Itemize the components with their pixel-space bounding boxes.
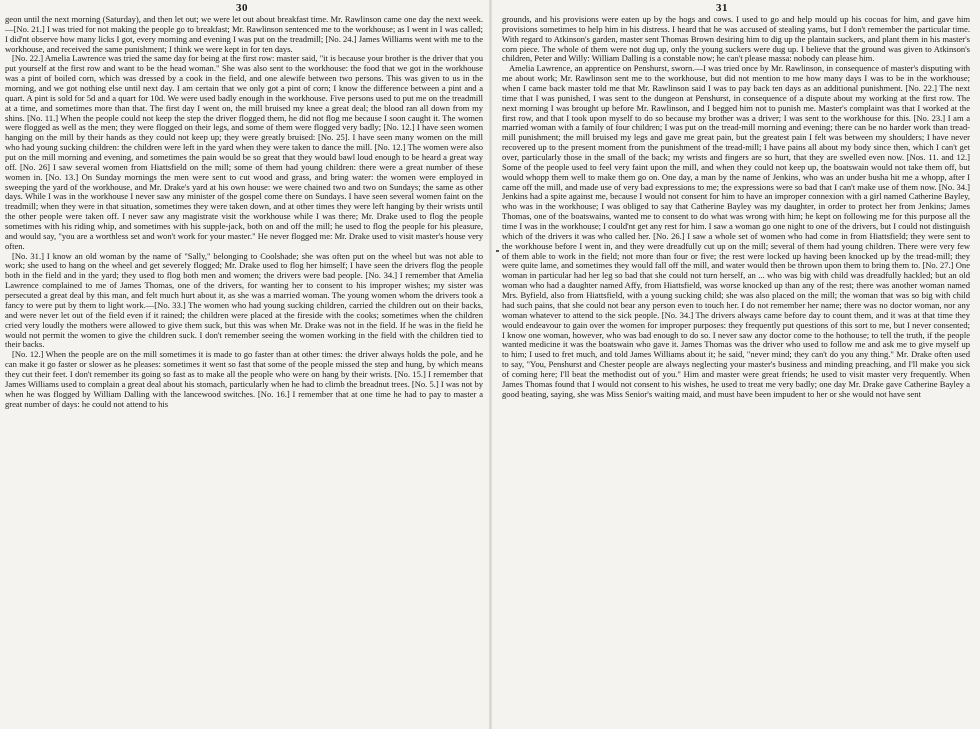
paragraph: [No. 22.] Amelia Lawrence was tried the same day for being at the first row: master said, "it is because your brother is the driver that you put yourself at the first row and want to be the head woman." She was also sent to the workhouse: the food that we got in the workhouse was a pint of boiled corn, which was dressed by a cook in the field, and one alewife between two persons. This was given to us in the morning, and we got nothing else until next day. I am certain that we only got a pint of corn; I know the difference between a pint and a quart. A pint is sold for 5d and a quart for 10d. We were used badly enough in the workhouse. Five persons used to put me on the treadmill at a time, and sometimes more than that. The first day I went on, the mill bruised my knee a great deal; the blood ran all down from my shins. [No. 11.] When the people could not keep the step the driver flogged them, he did not flog me because I soon caught it. The women were flogged as well as the men; they were flogged on their legs, and some of them were flogged very badly; [No. 12.] I have seen women hanging on the mill by their hands as they could not keep up; they were greatly bruised: [No. 25]. I have seen many women on the mill who had young sucking children: the children were left in the yard when they were taken to dance the mill. [No. 12.] The women were also put on the mill morning and evening, and sometimes the pain would be so great that they would bawl loud enough to be heard a great way off. [No. 26] I saw several women from Hiattsfield on the mill; some of them had young children: there were a great number of these women in. [No. 13.] On Sunday mornings the men were sent to cut wood and grass, and bring water: the women were employed in sweeping the yard of the workhouse, and Mr. Drake's yard at his own house: we were chained two and two on Sundays; the same as other days. While I was in the workhouse I never saw any minister of the gospel come there on Sundays. I have seen several women faint on the treadmill; when they were in that situation, sometimes they were taken down, and at other times they were left hanging by their wrists until the other people were taken off. I never saw any magistrate visit the workhouse while I was there; Mr. Drake used to flog the people sometimes with his riding whip, and sometimes with his supple-jack, both on and off the mill; he used to flog the people for his pleasure, and would say, "you are a worthless set and won't work for your master." He never flogged me: Mr. Drake used to visit master's house very often. [5,53,483,251]
page-number: 31 [716,2,728,14]
text-column [5,15,483,409]
paragraph: [No. 12.] When the people are on the mill sometimes it is made to go faster than at other times: the driver always holds the pole, and he can make it go faster or slower as he pleases: sometimes it went so fast that some of the people missed the step and hung, by which means they cut their feet. I don't remember its going so fast as to make all the people who were on hang by their wrists. [No. 15.] I remember that James Williams used to complain a great deal about his stomach, particularly when he had to climb the breadnut trees. [No. 5.] I was not by when he was flogged by William Dalling with the lancewood switches. [No. 16.] I remember that at one time he had to pay to master a great number of days: he could not attend to his [5,349,483,409]
paragraph: grounds, and his provisions were eaten up by the hogs and cows. I used to go and help mould up his cocoas for him, and gave him provisions sometimes to help him in his distress. I heard that he was accused of stealing yams, but I don't remember the particular time. With regard to Atkinson's garden, master sent Thomas Brown desiring him to dig up the plantain suckers, and plant them in his master's corn piece. The whole of them were not dug up, only the young suckers were dug up. I believe that the ground was given to Atkinson's children, Peter and Willy: William Dalling is a constable now; he can't please massa: nobody can please him. [502,14,970,64]
paragraph: geon until the next morning (Saturday), and then let out; we were let out about breakfast time. Mr. Rawlinson came one day the next week.—[No. 21.] I was tried for not making the people go to breakfast; Mr. Rawlinson sentenced me to the workhouse; as I went in I was called; I did'nt observe how many licks I got, every morning and evening I was put on the treadmill; [No. 24.] James Williams went with me to the workhouse, and received the same punishment; I think we were kept in for ten days. [5,14,483,54]
text-column [502,15,970,400]
paragraph: Amelia Lawrence, an apprentice on Penshurst, sworn.—I was tried once by Mr. Rawlinson, in consequence of master's disputing with me about work; Mr. Rawlinson sent me to the workhouse, but did not mention to me how many days I was to be in the workhouse; when I came back master told me that Mr. Rawlinson said I was to pay back ten days as an additional punishment. [No. 22.] The next time that I was punished, I was sent to the dungeon at Penshurst, in consequence of a dispute about my working at the first row. The next morning I was brought up before Mr. Rawlinson, and I begged him not to punish me. Master's complaint was that I worked at the first row, and that I took upon myself to do so because my brother was a driver; I was sent to the workhouse for this. [No. 23.] I am a married woman with a family of four children; I was put on the tread-mill morning and evening; there can be no harder work than tread-mill punishment; the mill bruised my legs and gave me great pain, but the greatest pain I felt was between my shoulders; I have never recovered up to the present moment from the punishment of the tread-mill; I have pains all about my body since then, which I can't get over, particularly those in the small of the back; my wrists and fingers are so hurt, that they are swelled even now. [Nos. 11. and 12.] Some of the people used to feel very faint upon the mill, and when they could not keep up, the boatswain would not take them off, but would whopp them well to make them go on. One day, a man by the name of Jenkins, who was an under busha hit me a whopp, after I came off the mill, and made use of very bad expressions to me; the expressions were so bad that I can't make use of them now. [No. 34.] Jenkins had a spite against me, because I would not consent for him to have an improper connexion with a girl named Catherine Bayley, who was in the workhouse; I was obliged to say that Catherine Bayley was my daughter, in order to protect her from Jenkins; James Thomas, one of the boatswains, wanted me to consent to do what was wrong with him; he kept on following me for this purpose all the time I was in the workhouse; I could'nt get any rest for him. I saw a woman go one night to one of the drivers, but I could not distinguish which of the drivers it was who called her. [No. 26.] I saw a whole set of women who had come in from Hiattsfield; they were sent to the workhouse before I went in, and they were dreadfully cut up on the mill; several of them had young children. There were very few of them able to work in the field; not more than four or five; the rest were locked up having been knocked up by the tread-mill; they were quite lame, and sometimes they would fall off the mill, and water would then be thrown upon them to bring them to. [No. 27.] One woman in particular had her leg so bad that she could not turn herself, an ... who was big with child was dreadfully hackled; but an old woman who had a daughter named Affy, from Hiattsfield, was worse knocked up than any of the rest; there was another woman named Mrs. Byfield, also from Hiattsfield, with a young sucking child; she was also placed on the mill; the woman that was so big with child had such pains, that she could not bear any person even to touch her. I do not remember her name; there was no doctor woman, nor any woman whatever to attend to the sick people. [No. 34.] The drivers always came before day to count them, and it was at that time they would endeavour to gain over the women for improper purposes: they frequently put questions of this sort to me, but I never consented; I know one woman, however, who was bad enough to do so. I never saw any doctor come to the hothouse; to tell the truth, if the people wanted medicine it was the boatswain who gave it. James Thomas was the driver who used to follow me and ask me to give myself up to him; I used to fret much, and told James Williams about it; he said, "never mind; they can't do you any thing." Mr. Drake often used to say, "You, Penshurst and Chester people are always neglecting your master's business and minding preaching, and I'll make you sick of coming here; I'll beat the methodist out of you." Him and master were great friends; he used to visit master very frequently. When James Thomas found that I would not consent to his wishes, he used to treat me very badly; one day Mr. Drake gave Catherine Bayley a good beating, saying, she was Miss Senior's waiting maid, and must have been impudent to her or she would not have sent [502,63,970,399]
page-number: 30 [236,2,248,14]
paragraph: [No. 31.] I know an old woman by the name of "Sally," belonging to Coolshade; she was often put on the wheel but was not able to work; she used to hang on the wheel and get severely flogged; Mr. Drake used to flog her himself; I have seen the drivers flog the people both in the field and in the yard; they used to flog both men and women; the drivers were bad people. [No. 34.] I remember that Amelia Lawrence complained to me of James Thomas, one of the drivers, for wanting her to consent to his improper wishes; my sister was persecuted a great deal by this man, and felt much hurt about it, as she was a married woman. The young women whom the drivers took a fancy to were put by them to light work.—[No. 33.] The women who had young sucking children, carried the children out on their backs, and were never let out of the field even if it rained; the children were placed at the fireside with the cooks; sometimes when the children cried very loudly the mothers were allowed to give them suck, but this was when Mr. Drake was not in the field. If he was in the field he would not permit the women to give the children suck. I don't remember seeing the women working in the field with the children tied to their backs. [5,250,483,350]
right-page [492,0,980,729]
